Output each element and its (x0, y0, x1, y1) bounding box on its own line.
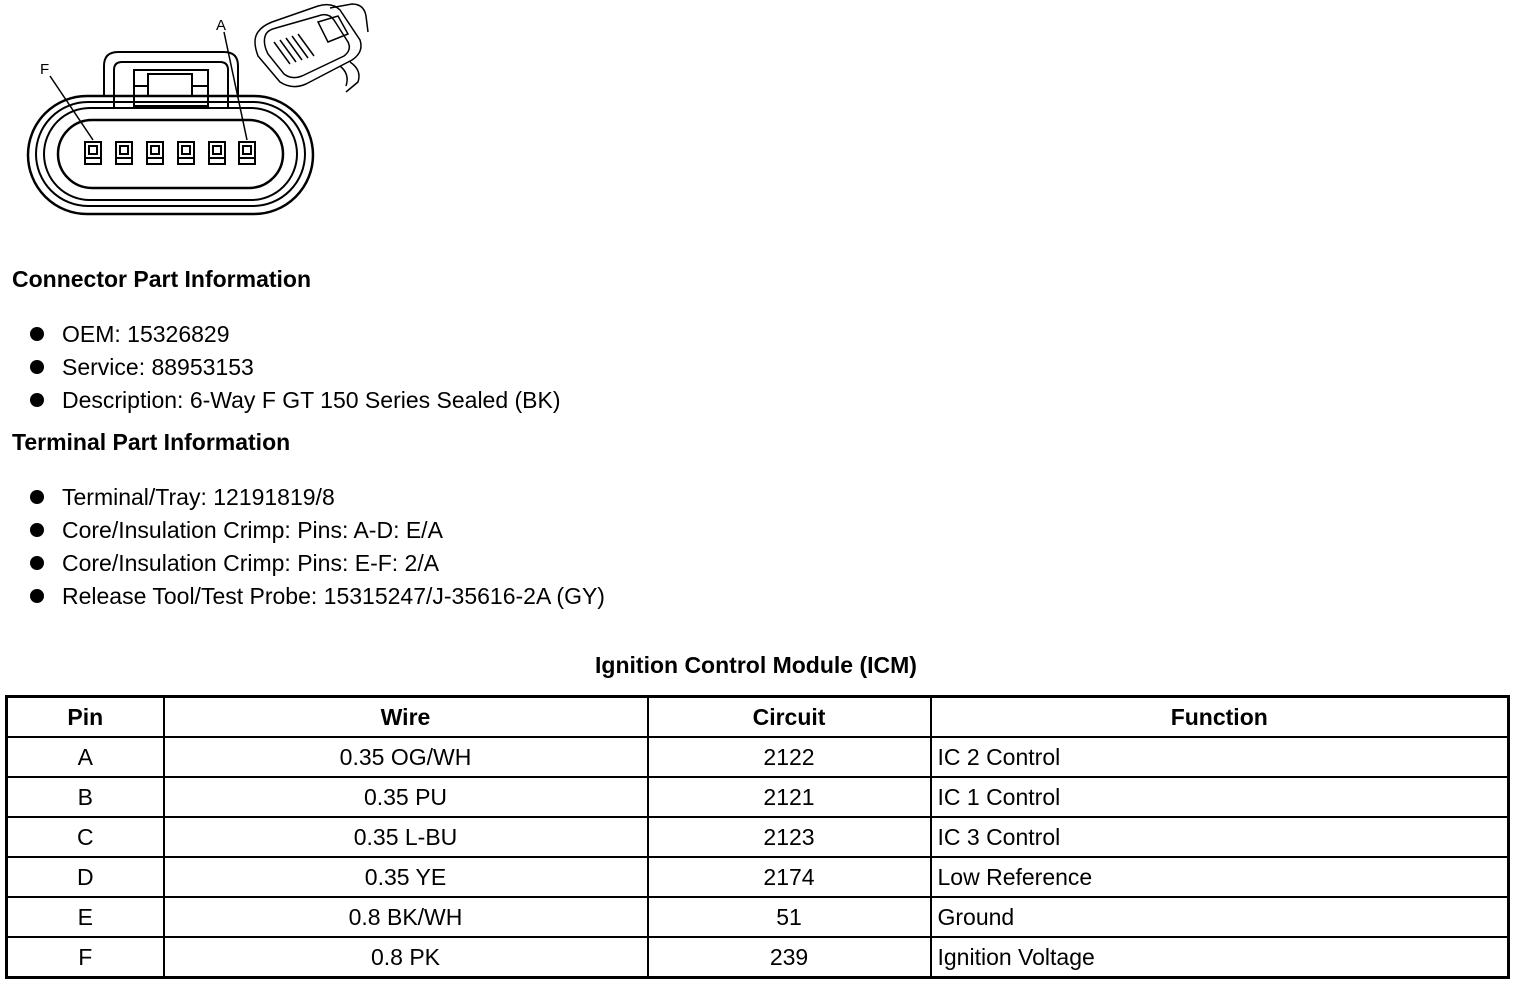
table-row (7, 737, 1509, 777)
circuit-cell: 2121 (648, 777, 931, 817)
list-item-text: Terminal/Tray: 12191819/8 (62, 484, 335, 510)
pin-cavity-e (116, 142, 132, 164)
pin-a-label: A (216, 17, 227, 34)
list-item (30, 318, 561, 351)
list-item (30, 547, 605, 580)
column-header-pin: Pin (7, 697, 164, 738)
pin-cavity-b (209, 142, 225, 164)
list-item (30, 351, 561, 384)
connector-face (28, 52, 313, 214)
pin-cell: F (7, 937, 164, 978)
circuit-cell: 239 (648, 937, 931, 978)
table-title: Ignition Control Module (ICM) (595, 652, 917, 678)
bullet-icon (30, 393, 44, 407)
bullet-icon (30, 327, 44, 341)
list-item-text: Release Tool/Test Probe: 15315247/J-35616-2A (GY) (62, 583, 605, 609)
connector-part-information-heading: Connector Part Information (12, 266, 312, 292)
wire-cell: 0.8 BK/WH (164, 897, 648, 937)
connector-part-information-list (30, 318, 561, 417)
list-item-text: Service: 88953153 (62, 354, 254, 380)
list-item-text: Description: 6-Way F GT 150 Series Sealed (BK) (62, 387, 561, 413)
bullet-icon (30, 490, 44, 504)
connector-isometric-illustration (255, 4, 368, 92)
list-item-text: Core/Insulation Crimp: Pins: E-F: 2/A (62, 550, 440, 576)
circuit-cell: 2174 (648, 857, 931, 897)
table-row (7, 897, 1509, 937)
list-item (30, 514, 605, 547)
list-item (30, 481, 605, 514)
bullet-icon (30, 523, 44, 537)
pin-f-label: F (40, 61, 50, 78)
function-cell: IC 2 Control (931, 737, 1509, 777)
pin-cell: B (7, 777, 164, 817)
connector-diagram (0, 0, 400, 230)
pin-cell: D (7, 857, 164, 897)
function-cell: Ignition Voltage (931, 937, 1509, 978)
wire-cell: 0.35 YE (164, 857, 648, 897)
pin-cavity-c (178, 142, 194, 164)
list-item-text: OEM: 15326829 (62, 321, 230, 347)
pin-cell: E (7, 897, 164, 937)
column-header-function: Function (931, 697, 1509, 738)
bullet-icon (30, 556, 44, 570)
circuit-cell: 2122 (648, 737, 931, 777)
pin-cell: C (7, 817, 164, 857)
list-item (30, 384, 561, 417)
pin-cavity-a (239, 142, 255, 164)
bullet-icon (30, 360, 44, 374)
circuit-cell: 2123 (648, 817, 931, 857)
column-header-circuit: Circuit (648, 697, 931, 738)
pin-cavity-f (85, 142, 101, 164)
pin-cavity-d (147, 142, 163, 164)
function-cell: Ground (931, 897, 1509, 937)
wire-cell: 0.35 L-BU (164, 817, 648, 857)
pin-cell: A (7, 737, 164, 777)
terminal-part-information-list (30, 481, 605, 613)
function-cell: IC 1 Control (931, 777, 1509, 817)
circuit-cell: 51 (648, 897, 931, 937)
bullet-icon (30, 589, 44, 603)
list-item-text: Core/Insulation Crimp: Pins: A-D: E/A (62, 517, 443, 543)
list-item (30, 580, 605, 613)
table-row (7, 937, 1509, 978)
function-cell: IC 3 Control (931, 817, 1509, 857)
function-cell: Low Reference (931, 857, 1509, 897)
table-row (7, 857, 1509, 897)
wire-cell: 0.35 PU (164, 777, 648, 817)
table-header-row (7, 697, 1509, 738)
terminal-cavities (85, 142, 255, 164)
wire-cell: 0.8 PK (164, 937, 648, 978)
wire-cell: 0.35 OG/WH (164, 737, 648, 777)
table-row (7, 817, 1509, 857)
terminal-part-information-heading: Terminal Part Information (12, 429, 291, 455)
column-header-wire: Wire (164, 697, 648, 738)
table-row (7, 777, 1509, 817)
pinout-table (5, 695, 1510, 979)
